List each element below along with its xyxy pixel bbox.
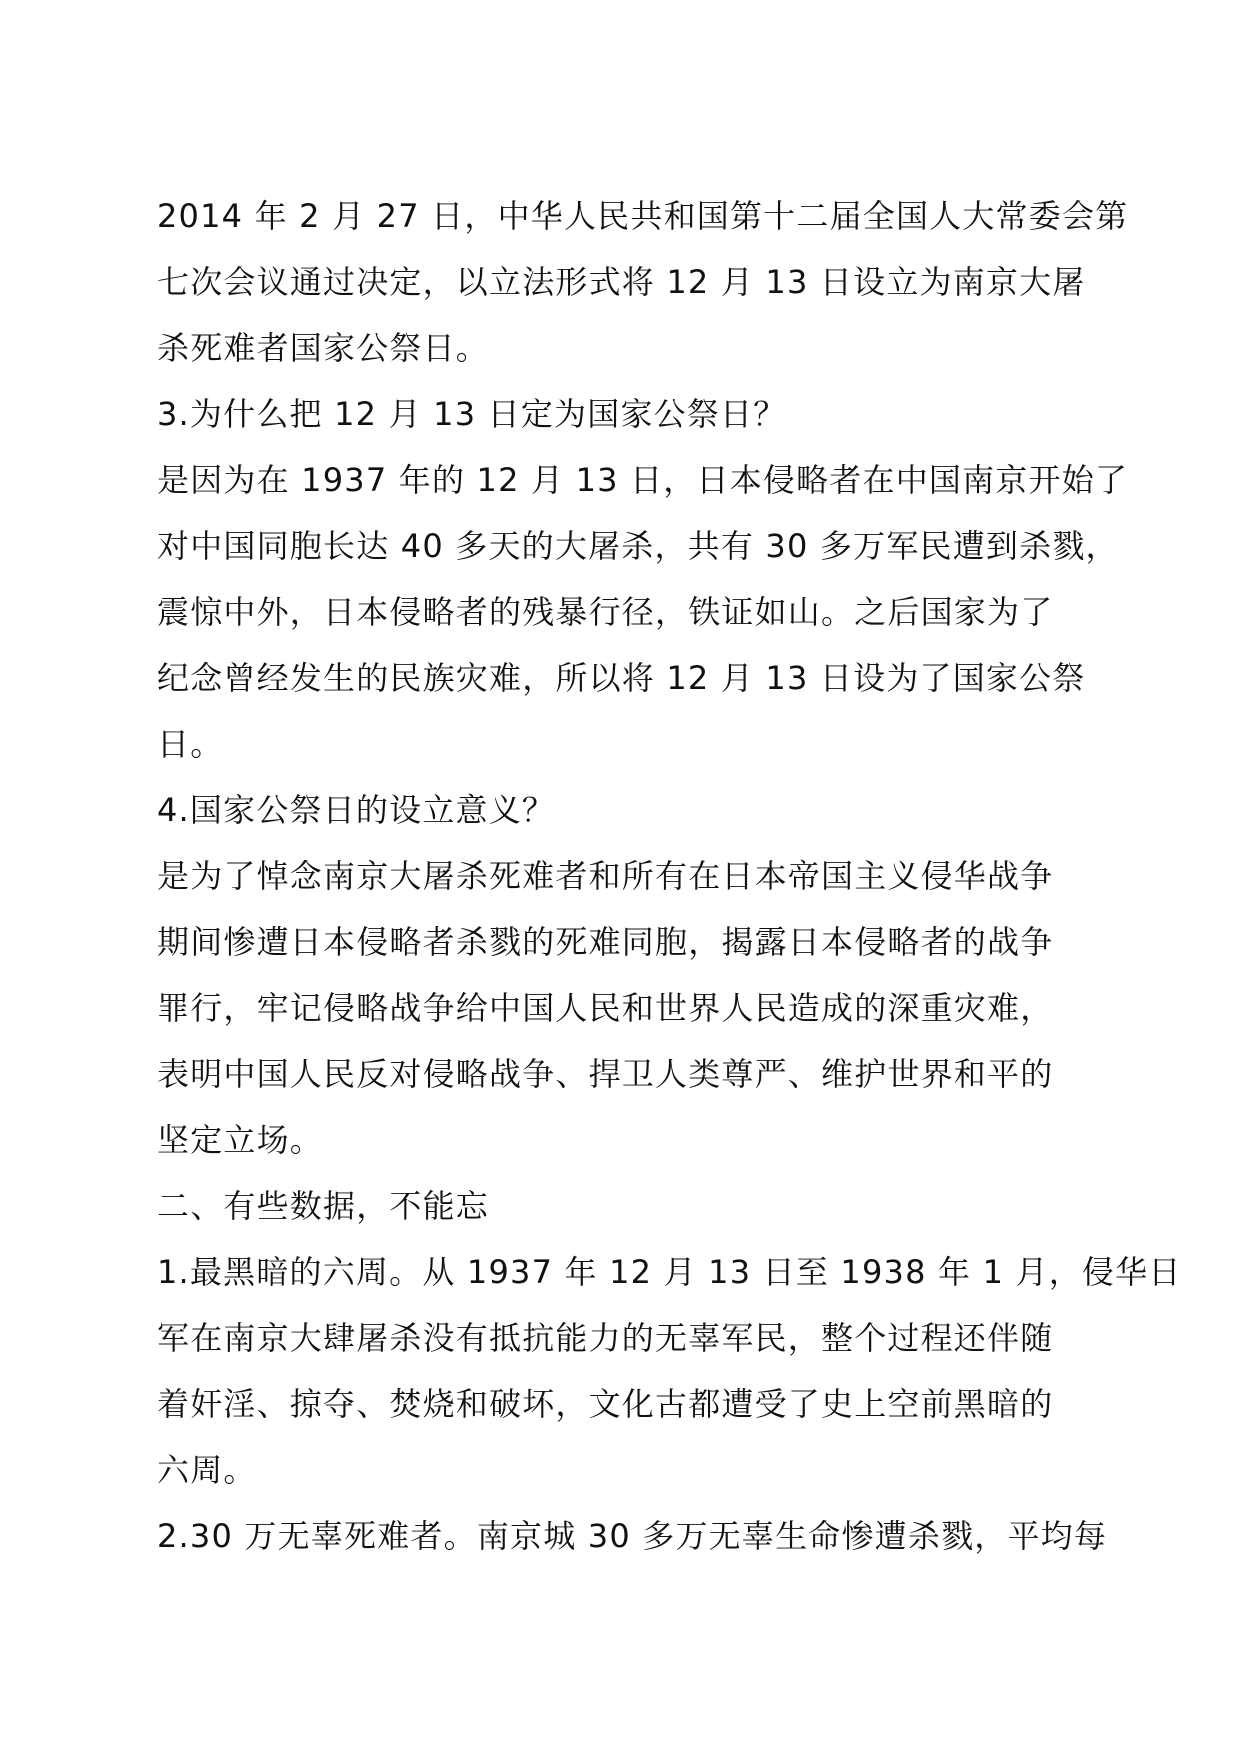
paragraph-line: 七次会议通过决定，以立法形式将 12 月 13 日设立为南京大屠 bbox=[157, 263, 1086, 301]
paragraph-line: 坚定立场。 bbox=[157, 1121, 324, 1159]
paragraph-line: 1.最黑暗的六周。从 1937 年 12 月 13 日至 1938 年 1 月，侵华日 bbox=[157, 1253, 1182, 1291]
section-heading: 3.为什么把 12 月 13 日定为国家公祭日？ bbox=[157, 395, 787, 433]
paragraph-line: 罪行，牢记侵略战争给中国人民和世界人民造成的深重灾难， bbox=[157, 989, 1054, 1027]
paragraph-line: 杀死难者国家公祭日。 bbox=[157, 329, 490, 367]
paragraph-line: 2014 年 2 月 27 日，中华人民共和国第十二届全国人大常委会第 bbox=[157, 197, 1129, 235]
paragraph-line: 着奸淫、掠夺、焚烧和破坏，文化古都遭受了史上空前黑暗的 bbox=[157, 1385, 1054, 1423]
paragraph-line: 对中国同胞长达 40 多天的大屠杀，共有 30 多万军民遭到杀戮， bbox=[157, 527, 1119, 565]
paragraph-line: 2.30 万无辜死难者。南京城 30 多万无辜生命惨遭杀戮，平均每 bbox=[157, 1517, 1108, 1555]
section-heading: 4.国家公祭日的设立意义？ bbox=[157, 791, 556, 829]
paragraph-line: 是为了悼念南京大屠杀死难者和所有在日本帝国主义侵华战争 bbox=[157, 857, 1054, 895]
paragraph-line: 纪念曾经发生的民族灾难，所以将 12 月 13 日设为了国家公祭 bbox=[157, 659, 1086, 697]
paragraph-line: 期间惨遭日本侵略者杀戮的死难同胞，揭露日本侵略者的战争 bbox=[157, 923, 1054, 961]
paragraph-line: 日。 bbox=[157, 725, 224, 763]
paragraph-line: 军在南京大肆屠杀没有抵抗能力的无辜军民，整个过程还伴随 bbox=[157, 1319, 1054, 1357]
paragraph-line: 六周。 bbox=[157, 1451, 257, 1489]
section-heading: 二、有些数据，不能忘 bbox=[157, 1187, 490, 1225]
document-body bbox=[157, 183, 1182, 1569]
paragraph-line: 震惊中外，日本侵略者的残暴行径，铁证如山。之后国家为了 bbox=[157, 593, 1054, 631]
paragraph-line: 表明中国人民反对侵略战争、捍卫人类尊严、维护世界和平的 bbox=[157, 1055, 1054, 1093]
paragraph-line: 是因为在 1937 年的 12 月 13 日，日本侵略者在中国南京开始了 bbox=[157, 461, 1129, 499]
